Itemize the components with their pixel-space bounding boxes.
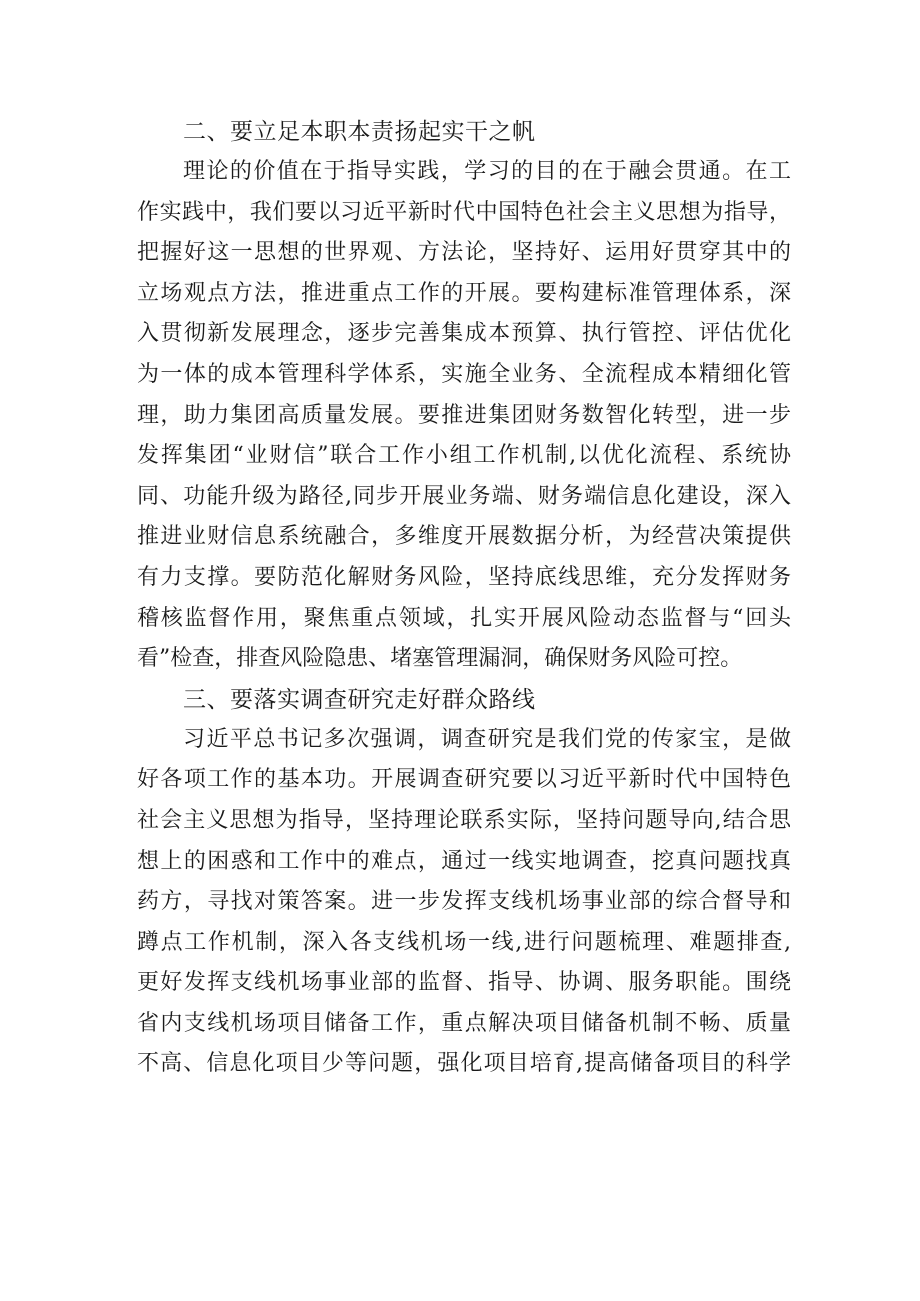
paragraph-line: 理论的价值在于指导实践，学习的目的在于融会贯通。在工 — [183, 159, 791, 184]
section-heading-2: 二、要立足本职本责扬起实干之帆 — [183, 119, 536, 145]
paragraph-line: 把握好这一思想的世界观、方法论，坚持好、运用好贯穿其中的 — [137, 240, 791, 266]
paragraph-line: 有力支撑。要防范化解财务风险，坚持底线思维，充分发挥财务 — [137, 564, 791, 590]
paragraph-line: 社会主义思想为指导，坚持理论联系实际，坚持问题导向,结合思 — [137, 807, 791, 833]
paragraph-line: 立场观点方法，推进重点工作的开展。要构建标准管理体系，深 — [137, 280, 791, 306]
paragraph-line: 想上的困惑和工作中的难点，通过一线实地调查，挖真问题找真 — [137, 848, 791, 874]
paragraph-line: 发挥集团“业财信”联合工作小组工作机制,以优化流程、系统协 — [137, 443, 791, 469]
paragraph-line: 习近平总书记多次强调，调查研究是我们党的传家宝，是做 — [183, 726, 791, 752]
document-body — [137, 112, 791, 1085]
paragraph-line: 同、功能升级为路径,同步开展业务端、财务端信息化建设，深入 — [137, 483, 791, 509]
paragraph-line: 稽核监督作用，聚焦重点领域，扎实开展风险动态监督与“回头 — [137, 605, 791, 631]
paragraph-line: 推进业财信息系统融合，多维度开展数据分析，为经营决策提供 — [137, 524, 791, 550]
paragraph-line: 看”检查，排查风险隐患、堵塞管理漏洞，确保财务风险可控。 — [137, 646, 743, 672]
paragraph-line: 药方，寻找对策答案。进一步发挥支线机场事业部的综合督导和 — [137, 889, 791, 915]
paragraph-line: 好各项工作的基本功。开展调查研究要以习近平新时代中国特色 — [137, 767, 791, 793]
paragraph-line: 理，助力集团高质量发展。要推进集团财务数智化转型，进一步 — [137, 402, 791, 428]
paragraph-line: 作实践中，我们要以习近平新时代中国特色社会主义思想为指导， — [137, 199, 791, 225]
paragraph-line: 为一体的成本管理科学体系，实施全业务、全流程成本精细化管 — [137, 361, 791, 387]
paragraph-line: 蹲点工作机制，深入各支线机场一线,进行问题梳理、难题排查, — [137, 929, 791, 955]
paragraph-line: 省内支线机场项目储备工作，重点解决项目储备机制不畅、质量 — [137, 1010, 791, 1036]
section-heading-3: 三、要落实调查研究走好群众路线 — [183, 686, 536, 713]
paragraph-line: 不高、信息化项目少等问题，强化项目培育,提高储备项目的科学 — [137, 1051, 791, 1077]
section-3-paragraph — [137, 720, 791, 1085]
paragraph-line: 入贯彻新发展理念，逐步完善集成本预算、执行管控、评估优化 — [137, 321, 791, 347]
paragraph-line: 更好发挥支线机场事业部的监督、指导、协调、服务职能。围绕 — [137, 970, 791, 996]
section-2-paragraph — [137, 152, 791, 680]
